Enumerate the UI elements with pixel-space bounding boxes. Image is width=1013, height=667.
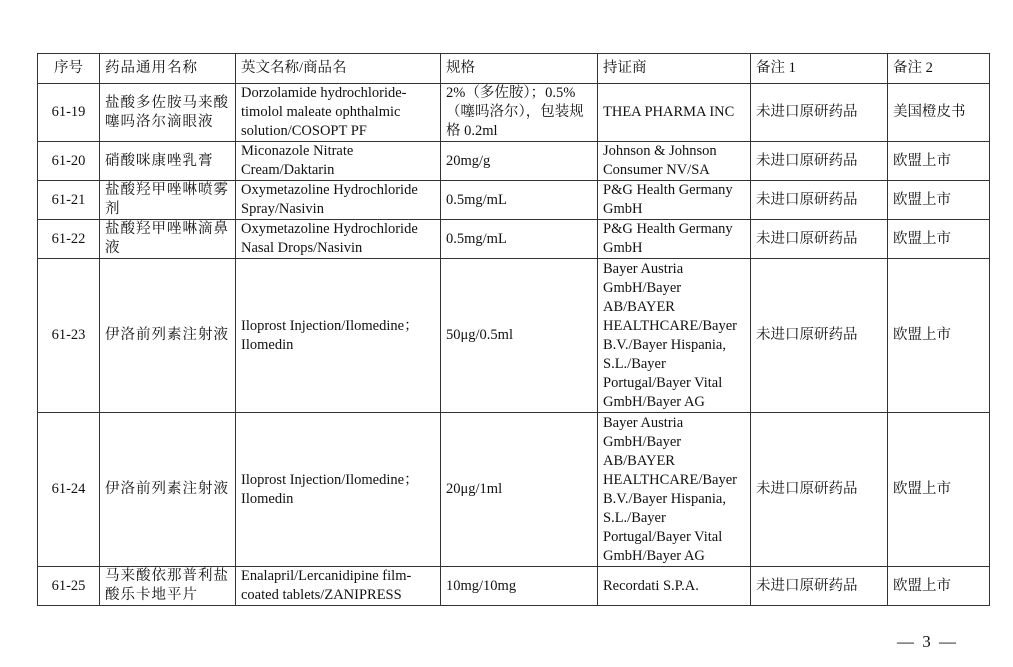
cell-english-name: Iloprost Injection/Ilomedine；Ilomedin bbox=[236, 413, 441, 567]
cell-english-name: Oxymetazoline Hydrochloride Spray/Nasivin bbox=[236, 181, 441, 220]
cell-remark2: 欧盟上市 bbox=[888, 567, 990, 606]
table-header-row bbox=[38, 54, 990, 84]
cell-remark1: 未进口原研药品 bbox=[751, 142, 888, 181]
cell-specification: 20μg/1ml bbox=[441, 413, 598, 567]
cell-specification: 10mg/10mg bbox=[441, 567, 598, 606]
cell-remark2: 欧盟上市 bbox=[888, 220, 990, 259]
cell-english-name: Dorzolamide hydrochloride-timolol maleate ophthalmic solution/COSOPT PF bbox=[236, 84, 441, 142]
drug-list-table bbox=[37, 53, 990, 606]
header-holder: 持证商 bbox=[598, 54, 751, 84]
cell-remark2: 美国橙皮书 bbox=[888, 84, 990, 142]
cell-holder: P&G Health Germany GmbH bbox=[598, 181, 751, 220]
header-remark1: 备注 1 bbox=[751, 54, 888, 84]
cell-generic-name: 伊洛前列素注射液 bbox=[100, 259, 236, 413]
cell-remark1: 未进口原研药品 bbox=[751, 413, 888, 567]
cell-holder: Bayer Austria GmbH/Bayer AB/BAYER HEALTHCARE/Bayer B.V./Bayer Hispania, S.L./Bayer Portugal/Bayer Vital GmbH/Bayer AG bbox=[598, 259, 751, 413]
cell-generic-name: 盐酸羟甲唑啉喷雾剂 bbox=[100, 181, 236, 220]
page-number: — 3 — bbox=[897, 632, 958, 651]
cell-remark1: 未进口原研药品 bbox=[751, 259, 888, 413]
cell-remark2: 欧盟上市 bbox=[888, 181, 990, 220]
cell-holder: P&G Health Germany GmbH bbox=[598, 220, 751, 259]
cell-remark1: 未进口原研药品 bbox=[751, 220, 888, 259]
cell-generic-name: 盐酸羟甲唑啉滴鼻液 bbox=[100, 220, 236, 259]
table-row bbox=[38, 181, 990, 220]
cell-generic-name: 盐酸多佐胺马来酸噻吗洛尔滴眼液 bbox=[100, 84, 236, 142]
cell-no: 61-20 bbox=[38, 142, 100, 181]
cell-generic-name: 马来酸依那普利盐酸乐卡地平片 bbox=[100, 567, 236, 606]
table-row bbox=[38, 567, 990, 606]
cell-english-name: Enalapril/Lercanidipine film-coated tablets/ZANIPRESS bbox=[236, 567, 441, 606]
cell-specification: 2%（多佐胺）；0.5%（噻吗洛尔），包装规格 0.2ml bbox=[441, 84, 598, 142]
cell-specification: 0.5mg/mL bbox=[441, 220, 598, 259]
cell-holder: Johnson & Johnson Consumer NV/SA bbox=[598, 142, 751, 181]
cell-specification: 0.5mg/mL bbox=[441, 181, 598, 220]
cell-holder: Bayer Austria GmbH/Bayer AB/BAYER HEALTHCARE/Bayer B.V./Bayer Hispania, S.L./Bayer Portugal/Bayer Vital GmbH/Bayer AG bbox=[598, 413, 751, 567]
table-row bbox=[38, 220, 990, 259]
cell-no: 61-22 bbox=[38, 220, 100, 259]
cell-remark1: 未进口原研药品 bbox=[751, 181, 888, 220]
cell-remark1: 未进口原研药品 bbox=[751, 567, 888, 606]
cell-remark2: 欧盟上市 bbox=[888, 413, 990, 567]
cell-remark2: 欧盟上市 bbox=[888, 142, 990, 181]
cell-english-name: Miconazole Nitrate Cream/Daktarin bbox=[236, 142, 441, 181]
cell-no: 61-24 bbox=[38, 413, 100, 567]
cell-english-name: Iloprost Injection/Ilomedine；Ilomedin bbox=[236, 259, 441, 413]
header-remark2: 备注 2 bbox=[888, 54, 990, 84]
cell-specification: 20mg/g bbox=[441, 142, 598, 181]
header-specification: 规格 bbox=[441, 54, 598, 84]
cell-generic-name: 硝酸咪康唑乳膏 bbox=[100, 142, 236, 181]
cell-remark2: 欧盟上市 bbox=[888, 259, 990, 413]
table-row bbox=[38, 259, 990, 413]
cell-specification: 50μg/0.5ml bbox=[441, 259, 598, 413]
cell-remark1: 未进口原研药品 bbox=[751, 84, 888, 142]
header-english-name: 英文名称/商品名 bbox=[236, 54, 441, 84]
cell-holder: THEA PHARMA INC bbox=[598, 84, 751, 142]
table-row bbox=[38, 142, 990, 181]
table-row bbox=[38, 84, 990, 142]
header-no: 序号 bbox=[38, 54, 100, 84]
cell-holder: Recordati S.P.A. bbox=[598, 567, 751, 606]
cell-no: 61-21 bbox=[38, 181, 100, 220]
table-row bbox=[38, 413, 990, 567]
cell-no: 61-23 bbox=[38, 259, 100, 413]
cell-no: 61-25 bbox=[38, 567, 100, 606]
cell-generic-name: 伊洛前列素注射液 bbox=[100, 413, 236, 567]
cell-no: 61-19 bbox=[38, 84, 100, 142]
cell-english-name: Oxymetazoline Hydrochloride Nasal Drops/Nasivin bbox=[236, 220, 441, 259]
header-generic-name: 药品通用名称 bbox=[100, 54, 236, 84]
